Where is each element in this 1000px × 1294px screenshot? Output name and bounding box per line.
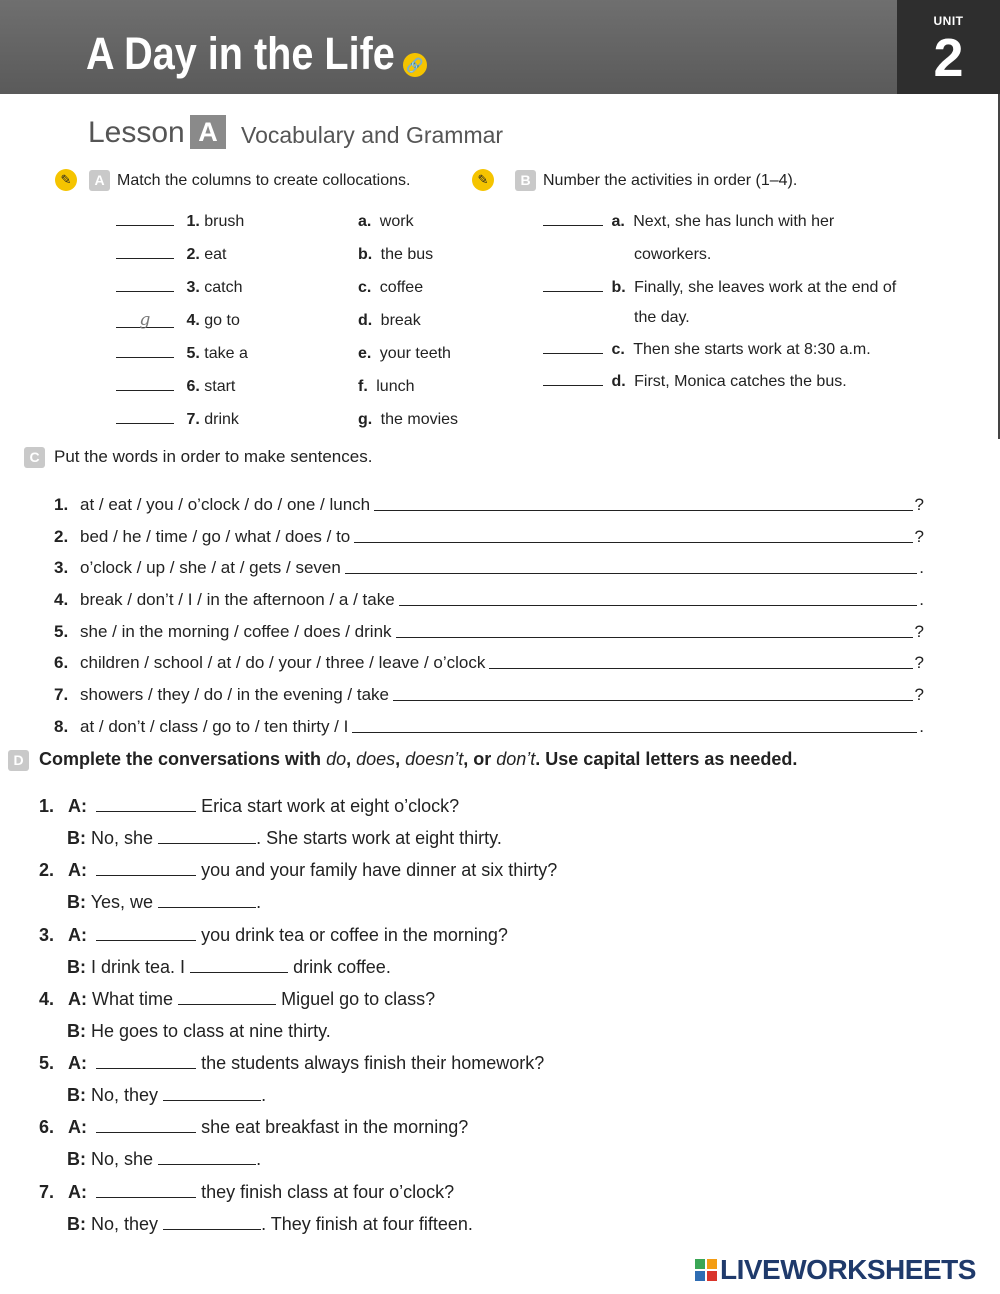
section-b-instruction: Number the activities in order (1–4). <box>543 172 798 189</box>
item-number: 3. <box>39 925 55 945</box>
item-letter: b. <box>358 246 373 263</box>
item-text-cont: coworkers. <box>634 246 712 263</box>
lesson-word: Lesson <box>88 116 185 149</box>
conversation-text: He goes to class at nine thirty. <box>91 1021 331 1041</box>
end-punct: . <box>919 558 924 577</box>
end-punct: ? <box>914 527 924 546</box>
end-punct: ? <box>914 622 924 641</box>
item-text: your teeth <box>379 345 451 362</box>
item-number: 4. <box>39 989 55 1009</box>
list-item <box>116 310 240 332</box>
conversation-text: . <box>256 1149 262 1169</box>
answer-blank[interactable] <box>178 990 276 1005</box>
answer-blank[interactable] <box>96 1183 196 1198</box>
conversation-text: No, she <box>91 1149 154 1169</box>
item-text: showers / they / do / in the evening / take <box>80 685 390 704</box>
item-text: Then she starts work at 8:30 a.m. <box>633 341 871 358</box>
list-item <box>358 376 414 398</box>
section-c-instruction: Put the words in order to make sentences. <box>54 447 373 466</box>
list-item <box>116 244 227 266</box>
unit-badge <box>897 0 1000 94</box>
conversation-text: . They finish at four fifteen. <box>261 1214 473 1234</box>
item-text: Next, she has lunch with her <box>633 213 835 230</box>
end-punct: . <box>919 717 924 736</box>
item-letter: c. <box>358 279 372 296</box>
list-item <box>543 339 871 361</box>
answer-blank[interactable] <box>158 893 256 908</box>
conversation-text: Yes, we <box>90 892 154 912</box>
section-d-letter: D <box>8 750 29 771</box>
logo-mark-icon <box>695 1259 717 1281</box>
speaker-b: B: <box>67 1149 86 1169</box>
item-text: First, Monica catches the bus. <box>634 373 847 390</box>
conversation-text: . <box>261 1085 267 1105</box>
answer-blank[interactable] <box>543 371 603 386</box>
item-text-cont: the day. <box>634 309 690 326</box>
item-number: 2. <box>186 246 200 263</box>
item-number: 6. <box>39 1117 55 1137</box>
conversation-text: Miguel go to class? <box>281 989 436 1009</box>
section-a-instruction: Match the columns to create collocations. <box>117 172 411 189</box>
item-number: 6. <box>54 653 69 672</box>
conversation-text: Erica start work at eight o’clock? <box>201 796 460 816</box>
item-number: 4. <box>54 590 69 609</box>
list-item <box>543 277 896 329</box>
item-text: break / don’t / I / in the afternoon / a / take <box>80 590 395 609</box>
item-number: 1. <box>39 796 55 816</box>
end-punct: ? <box>914 653 924 672</box>
item-text: bed / he / time / go / what / does / to <box>80 527 351 546</box>
item-number: 5. <box>39 1053 55 1073</box>
list-item <box>116 211 244 233</box>
item-letter: e. <box>358 345 372 362</box>
answer-blank[interactable] <box>96 1054 196 1069</box>
speaker-a: A: <box>68 1053 88 1073</box>
section-d-instruction <box>39 748 797 770</box>
list-item <box>543 211 834 266</box>
end-punct: ? <box>914 495 924 514</box>
conversation-text: she eat breakfast in the morning? <box>201 1117 469 1137</box>
conversation-a-line <box>39 1180 454 1204</box>
answer-blank[interactable] <box>543 277 603 292</box>
list-item <box>54 524 924 548</box>
instruction-text: , or <box>463 749 497 769</box>
item-text: go to <box>204 312 240 329</box>
item-number: 7. <box>39 1182 55 1202</box>
speaker-a: A: <box>68 989 88 1009</box>
speaker-b: B: <box>67 1085 86 1105</box>
link-icon[interactable]: 🔗 <box>403 53 427 77</box>
answer-blank[interactable] <box>158 829 256 844</box>
answer-blank[interactable] <box>543 339 603 354</box>
conversation-text: I drink tea. I <box>91 957 186 977</box>
item-text: start <box>204 378 236 395</box>
speaker-b: B: <box>67 828 86 848</box>
conversation-text: No, she <box>91 828 154 848</box>
item-text: eat <box>204 246 227 263</box>
list-item <box>543 371 847 393</box>
conversation-a-line <box>39 923 508 947</box>
instruction-text: , <box>395 749 406 769</box>
keyword: do <box>326 749 347 769</box>
speaker-b: B: <box>67 957 86 977</box>
item-number: 5. <box>54 622 69 641</box>
list-item <box>116 409 239 431</box>
answer-line[interactable] <box>354 542 912 543</box>
answer-line[interactable] <box>352 732 917 733</box>
answer-blank[interactable] <box>96 926 196 941</box>
speaker-a: A: <box>68 1117 88 1137</box>
item-letter: d. <box>611 373 626 390</box>
answer-blank[interactable] <box>96 797 196 812</box>
item-letter: a. <box>611 213 625 230</box>
conversation-text: What time <box>92 989 174 1009</box>
conversation-b-line <box>67 890 261 914</box>
item-letter: g. <box>358 411 373 428</box>
list-item <box>54 555 924 579</box>
item-text: Finally, she leaves work at the end of <box>634 279 897 296</box>
conversation-b-line <box>67 1019 331 1043</box>
item-text: she / in the morning / coffee / does / drink <box>80 622 392 641</box>
answer-blank[interactable] <box>116 277 174 292</box>
answer-line[interactable] <box>399 605 918 606</box>
answer-line[interactable] <box>374 510 912 511</box>
list-item <box>358 310 421 332</box>
answer-blank[interactable] <box>543 211 603 226</box>
end-punct: . <box>919 590 924 609</box>
list-item <box>54 682 924 706</box>
section-b-letter: B <box>515 170 536 191</box>
conversation-text: you drink tea or coffee in the morning? <box>201 925 508 945</box>
instruction-text: , <box>346 749 357 769</box>
item-text: lunch <box>376 378 415 395</box>
list-item <box>358 211 414 233</box>
conversation-a-line <box>39 794 459 818</box>
speaker-a: A: <box>68 1182 88 1202</box>
answer-blank[interactable] <box>163 1215 261 1230</box>
item-number: 1. <box>54 495 69 514</box>
answer-blank[interactable] <box>96 1118 196 1133</box>
item-text: catch <box>204 279 243 296</box>
item-number: 7. <box>186 411 200 428</box>
answer-line[interactable] <box>393 700 913 701</box>
speaker-a: A: <box>68 860 88 880</box>
list-item <box>358 244 433 266</box>
speaker-b: B: <box>67 892 86 912</box>
speaker-b: B: <box>67 1214 86 1234</box>
speaker-a: A: <box>68 796 88 816</box>
list-item <box>116 343 248 365</box>
conversation-b-line <box>67 1212 473 1236</box>
conversation-b-line <box>67 1083 266 1107</box>
answer-blank[interactable] <box>116 211 174 226</box>
item-letter: f. <box>358 378 368 395</box>
answer-blank[interactable] <box>116 343 174 358</box>
answer-blank[interactable] <box>190 958 288 973</box>
lesson-subtitle: Vocabulary and Grammar <box>241 122 504 148</box>
answer-blank[interactable] <box>116 409 174 424</box>
item-letter: a. <box>358 213 372 230</box>
list-item <box>54 492 924 516</box>
conversation-text: they finish class at four o’clock? <box>201 1182 455 1202</box>
item-number: 2. <box>39 860 55 880</box>
end-punct: ? <box>914 685 924 704</box>
item-text: coffee <box>379 279 424 296</box>
item-letter: b. <box>611 279 626 296</box>
conversation-b-line <box>67 955 391 979</box>
answer-blank[interactable]: g <box>116 313 174 328</box>
section-c-letter: C <box>24 447 45 468</box>
answer-blank[interactable] <box>158 1150 256 1165</box>
item-letter: d. <box>358 312 373 329</box>
item-text: drink <box>204 411 239 428</box>
edit-icon: ✎ <box>472 169 494 191</box>
keyword: don’t <box>496 749 536 769</box>
item-number: 7. <box>54 685 69 704</box>
item-number: 3. <box>186 279 200 296</box>
keyword: doesn’t <box>405 749 464 769</box>
conversation-b-line <box>67 1147 261 1171</box>
answer-blank[interactable] <box>116 244 174 259</box>
list-item <box>358 409 458 431</box>
item-text: at / eat / you / o’clock / do / one / lunch <box>80 495 371 514</box>
item-number: 2. <box>54 527 69 546</box>
list-item <box>54 714 924 738</box>
item-text: brush <box>204 213 245 230</box>
unit-number: 2 <box>933 28 964 88</box>
logo-text: LIVEWORKSHEETS <box>720 1254 976 1285</box>
answer-line[interactable] <box>396 637 913 638</box>
item-text: at / don’t / class / go to / ten thirty / I <box>80 717 349 736</box>
answer-blank[interactable] <box>163 1086 261 1101</box>
keyword: does <box>356 749 396 769</box>
list-item <box>358 343 451 365</box>
item-text: take a <box>204 345 248 362</box>
conversation-a-line <box>39 987 435 1011</box>
lesson-letter: A <box>190 115 226 149</box>
item-text: the bus <box>380 246 434 263</box>
item-number: 4. <box>186 312 200 329</box>
item-number: 5. <box>186 345 200 362</box>
conversation-text: No, they <box>91 1214 159 1234</box>
item-text: work <box>379 213 414 230</box>
item-text: o’clock / up / she / at / gets / seven <box>80 558 341 577</box>
conversation-text: the students always finish their homework? <box>201 1053 545 1073</box>
speaker-a: A: <box>68 925 88 945</box>
edit-icon: ✎ <box>55 169 77 191</box>
item-letter: c. <box>611 341 625 358</box>
instruction-text: Complete the conversations with <box>39 749 327 769</box>
conversation-text: drink coffee. <box>293 957 391 977</box>
item-number: 3. <box>54 558 69 577</box>
answer-blank[interactable] <box>116 376 174 391</box>
instruction-text: . Use capital letters as needed. <box>535 749 798 769</box>
unit-label: UNIT <box>933 14 964 28</box>
conversation-text: you and your family have dinner at six thirty? <box>201 860 558 880</box>
conversation-text: . She starts work at eight thirty. <box>256 828 502 848</box>
conversation-text: . <box>256 892 262 912</box>
list-item <box>54 587 924 611</box>
section-a-letter: A <box>89 170 110 191</box>
list-item <box>358 277 423 299</box>
item-text: the movies <box>380 411 459 428</box>
answer-blank[interactable] <box>96 861 196 876</box>
conversation-text: No, they <box>91 1085 159 1105</box>
item-number: 6. <box>186 378 200 395</box>
list-item <box>54 650 924 674</box>
conversation-a-line <box>39 1115 468 1139</box>
liveworksheets-logo <box>695 1253 976 1287</box>
speaker-b: B: <box>67 1021 86 1041</box>
item-text: children / school / at / do / your / three / leave / o’clock <box>80 653 486 672</box>
answer-line[interactable] <box>489 668 912 669</box>
conversation-b-line <box>67 826 502 850</box>
item-number: 8. <box>54 717 69 736</box>
item-text: break <box>380 312 421 329</box>
answer-line[interactable] <box>345 573 917 574</box>
list-item <box>116 277 243 299</box>
list-item <box>116 376 235 398</box>
item-number: 1. <box>186 213 200 230</box>
conversation-a-line <box>39 1051 544 1075</box>
page-title: A Day in the Life <box>86 28 395 79</box>
list-item <box>54 619 924 643</box>
conversation-a-line <box>39 858 557 882</box>
